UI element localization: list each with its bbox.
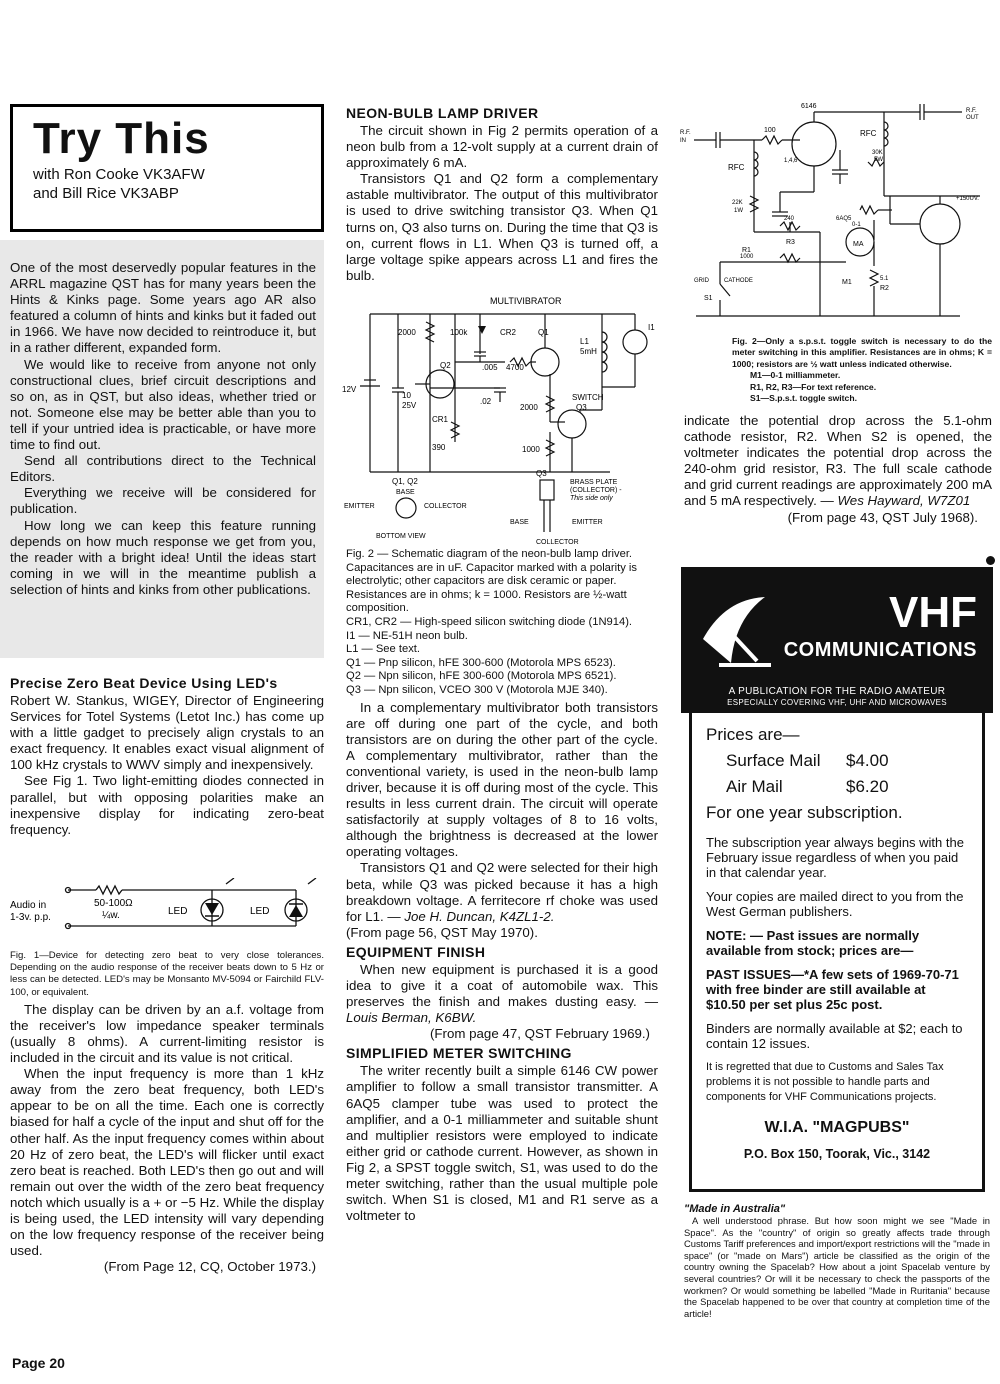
vhf-surface: Surface Mail [726,751,821,770]
fig3-caption-2: R1, R2, R3—For text reference. [750,381,877,392]
fig1-led-circuit [6,878,324,944]
fig3-r30w: 5W [874,157,883,163]
fig3-hv: +150UV. [956,196,979,202]
fig2-c25: 25V [402,401,417,410]
fig2-c005: .005 [482,363,498,372]
vhf-year: For one year subscription. [706,803,903,822]
vhf-air-price: $6.20 [846,777,889,796]
fig2-r1000: 1000 [522,445,540,454]
fig3-r2: R2 [880,285,889,292]
zero-beat-article [10,672,324,838]
neon-p2: Transistors Q1 and Q2 form a complementary astable multivibrator. The output of this multivibrator is used to drive switching transistor Q3. When Q1 turns on, Q3 also turns on. During the time that Q3 is on, current flows in L1. When Q3 is turned off, a large voltage spike appears across L1 and fires the bulb. [346,171,658,283]
vhf-note: NOTE: — Past issues are normally available from stock; prices are— [706,928,920,958]
fig2-r390: 390 [432,443,446,452]
zero-beat-p1: Robert W. Stankus, WIGEY, Director of Engineering Services for Totel Systems (Letot Inc.) has come up with a little gadget to precisely align crystals to an exact frequency. It enables exact visual alignment of 100 kHz crystals to WWV simply and inexpensively. [10,693,324,773]
vhf-subtitle: COMMUNICATIONS [783,639,977,661]
vhf-ad-header [681,567,993,683]
neon-author: Joe H. Duncan, K4ZL1-2. [404,908,555,924]
vhf-air: Air Mail [726,777,783,796]
fig2-part-4: Q2 — Npn silicon, hFE 300-600 (Motorola MPS 6521). [346,670,617,683]
finish-heading: EQUIPMENT FINISH [346,943,486,960]
vhf-past: PAST ISSUES—*A few sets of 1969-70-71 with free binder are still available at $10.50 per set plus 25c post. [706,967,959,1012]
fig3-out: OUT [966,115,979,121]
end-mark-dot [986,556,995,565]
meter-source: (From page 43, QST July 1968). [787,509,978,525]
fig2-l1: L1 [580,337,589,346]
meter-cont [684,413,992,526]
finish-p1-block: When new equipment is purchased it is a good idea to give it a coat of automobile wax. This preserves the finish and makes dusting easy. — Louis Berman, K6BW. [346,961,658,1026]
neon-p1: The circuit shown in Fig 2 permits operation of a neon bulb from a 12-volt supply at a current drain of approximately 6 mA. [346,123,658,171]
fig3-m1: M1 [842,279,852,286]
fig3-r1000: 1000 [740,254,754,260]
vhf-ad-band [681,683,993,713]
page-number: Page 20 [12,1355,65,1371]
fig3-r1: R1 [742,247,751,254]
finish-source: (From page 47, QST February 1969.) [430,1026,650,1042]
neon-article [346,102,658,284]
fig3-rf-out: R.F. [966,108,977,114]
fig2-12v: 12V [342,385,357,394]
zero-beat-source: (From Page 12, CQ, October 1973.) [103,1259,316,1275]
fig3-r3: R3 [786,239,795,246]
vhf-title: VHF [889,588,977,637]
vhf-binders: Binders are normally available at $2; each to contain 12 issues. [706,1021,963,1051]
fig3-r22k: 22K [732,200,743,206]
vhf-ad-body [689,712,985,1192]
zero-beat-heading: Precise Zero Beat Device Using LED's [10,675,278,691]
vhf-prices: Prices are— [706,725,800,744]
fig2-q2: Q2 [440,361,451,370]
made-in-australia [684,1203,990,1319]
neon-p3: In a complementary multivibrator both transistors are off during one part of the cycle, and both transistors are on during the other part of the cycle. A complementary multivibrator, rather than the conventional variety, is used in the neon-bulb lamp driver, because it is off during most of the cycle. This results in less current drain. The circuit will operate satisfactorily at supply voltages of 8 to 16 volts, although the brightness is decreased at the lower operating voltages. [346,699,658,860]
intro-p3: Send all contributions direct to the Technical Editors. [10,453,316,485]
fig2-brass: BRASS PLATE [570,479,618,486]
fig3-caption-0: Fig. 2—Only a s.p.s.t. toggle switch is necessary to do the meter switching in this amplifier. Resistances are in ohms; K = 1000; resistors are ½ watt unless indicated otherwise. [732,336,992,369]
fig3-rfc: RFC [728,163,745,172]
fig3-tube1: 6146 [801,103,817,110]
fig1-range: 1-3v. p.p. [10,912,51,923]
fig2-part-1: I1 — NE-51H neon bulb. [346,629,468,642]
zero-beat-cont [10,950,324,1275]
intro-p4: Everything we receive will be considered for publication. [10,485,316,517]
fig2-switch: SWITCH [572,393,604,402]
fig2-r2000b: 2000 [520,403,538,412]
fig3-r22w: 1W [734,208,743,214]
fig3-rf-in: R.F. [680,130,691,136]
fig3-r100: 100 [764,127,776,134]
finish-author: Louis Berman, K6BW. [346,1010,477,1026]
fig3-meter01: 0-1 [852,222,861,228]
neon-cont [346,548,658,1224]
vhf-surface-row [706,748,968,774]
vhf-surface-price: $4.00 [846,751,889,770]
fig1-audio-in: Audio in [10,900,47,911]
neon-heading: NEON-BULB LAMP DRIVER [346,105,539,121]
fig2-cr2: CR2 [500,328,517,337]
fig2-neon-schematic [340,292,662,546]
fig2-collector2: COLLECTOR [536,539,579,546]
fig3-ma: MA [853,241,864,248]
fig3-r51: 5.1 [880,276,889,282]
zero-beat-p4: When the input frequency is more than 1 kHz away from the zero beat frequency, both LED's appear to be on all the time. Each one is correctly biased for half a cycle of the input and shut off for the other half. As the input frequency comes within about 20 Hz of zero beat, the LED's will flicker until exact zero beat is reached. Both LED's then go out and will remain out over the width of the zero beat frequency notch which usually is a + or −5 Hz. While the display is being used, the LED intensity will vary depending on the low frequency response of the receiver being used. [10,1066,324,1259]
fig2-part-3: Q1 — Pnp silicon, hFE 300-600 (Motorola MPS 6523). [346,656,616,669]
vhf-p1: The subscription year always begins with the February issue regardless of when you paid in that calendar year. [706,835,964,880]
fig3-in: IN [680,138,686,144]
fig2-q3b: Q3 [536,469,547,478]
fig3-caption-1: M1—0-1 milliammeter. [750,370,841,381]
fig2-c10: 10 [402,391,411,400]
intro-p2: We would like to receive from anyone not only constructional clues, brief circuit descriptions and so on, as in QST, but also ideas, whether tried or not. Someone else may be better able than you to tell if your untried idea is practicable, or have more time to find out. [10,356,316,453]
vhf-customs: It is regretted that due to Customs and Sales Tax problems it is not possible to handle parts and components for VHF Communications projects. [706,1061,944,1103]
fig2-meter-schematic [680,100,998,332]
fig3-r30k: 30K [872,150,883,156]
fig1-resistor: 50-100Ω [94,898,133,909]
meter-author: Wes Hayward, W7Z01 [837,493,971,509]
finish-p1: When new equipment is purchased it is a good idea to give it a coat of automobile wax. This preserves the finish and makes dusting easy. [346,961,658,1010]
fig2-emitter: EMITTER [344,503,375,510]
fig2-part-0: CR1, CR2 — High-speed silicon switching diode (1N914). [346,615,633,628]
made-in-heading: "Made in Australia" [684,1203,786,1215]
fig2-brass3: This side only [570,495,613,502]
fig3-tube2: 6AQ5 [836,216,852,222]
vhf-p2: Your copies are mailed direct to you from the West German publishers. [706,889,964,919]
byline-1: with Ron Cooke VK3AFW [33,166,205,183]
fig2-part-5: Q3 — Npn silicon, VCEO 300 V (Motorola MJE 340). [346,683,608,696]
zero-beat-p2: See Fig 1. Two light-emitting diodes connected in parallel, but with opposing polarities make an inexpensive display for indicating zero-beat frequency. [10,773,324,837]
fig2-multivibrator: MULTIVIBRATOR [490,296,562,306]
vhf-band-1: A PUBLICATION FOR THE RADIO AMATEUR [728,686,946,697]
fig2-brass2: (COLLECTOR) - [570,487,622,494]
fig1-led2: LED [250,906,270,917]
zero-beat-p3: The display can be driven by an a.f. voltage from the receiver's low impedance speaker terminals (usually 8 ohms). A current-limiting resistor is included in the circuit and its value is not critical. [10,1001,324,1066]
fig2-cr1: CR1 [432,415,449,424]
fig2-r4700: 4700 [506,363,524,372]
fig3-rfc2: RFC [860,129,877,138]
fig3-cathode: CATHODE [724,278,753,284]
try-this-title: Try This [33,114,210,163]
meter-p2-block: indicate the potential drop across the 5.1-ohm cathode resistor, R2. When S2 is opened, the voltmeter indicates the potential drop across the 240-ohm grid resistor, R3. The full scale cathode and grid current readings are approximately 200 mA and 5 mA respectively. — Wes Hayward, W7Z01 [684,413,992,509]
intro-panel [0,240,324,658]
vhf-band-2: ESPECIALLY COVERING VHF, UHF AND MICROWAVES [727,698,947,707]
fig2-c02: .02 [480,397,492,406]
meter-p2: indicate the potential drop across the 5.1-ohm cathode resistor, R2. When S2 is opened, the voltmeter indicates the potential drop across the 240-ohm grid resistor, R3. The full scale cathode and grid current readings are approximately 200 mA and 5 mA respectively. [684,413,992,509]
meter-p1: The writer recently built a simple 6146 CW power amplifier to follow a small transistor transmitter. A 6AQ5 clamper tube was used to protect the amplifier, and a 0-1 milliammeter and suitable shunt and multiplier resistors were employed to indicate either grid or cathode current. However, as shown in Fig 2, a SPST toggle switch, S1, was used to do the meter switching, rather than the usual multiple pole switch. When S1 is closed, M1 and R1 serve as a voltmeter to [346,1063,658,1224]
vhf-air-row [706,774,968,800]
fig3-caption-block [732,336,992,404]
fig2-r2000: 2000 [398,328,416,337]
fig1-watt: ¼w. [102,910,120,921]
vhf-wia: W.I.A. "MAGPUBS" [764,1119,910,1136]
fig2-i1: I1 [648,323,655,332]
neon-p4-block: Transistors Q1 and Q2 were selected for their high beta, while Q3 was picked because it has a high breakdown voltage. A ferritecore rf choke was used for L1. — Joe H. Duncan, K4ZL1-2. [346,860,658,924]
intro-p1: One of the most deservedly popular features in the ARRL magazine QST has for many years been the Hints & Kinks page. Some years ago AR also featured a column of hints and kinks but it faded out in 1966. We have now decided to reintroduce it, but in a rather different, expanded form. [10,260,316,356]
fig2-base: BASE [396,489,415,496]
fig3-pins: 1,4,6 [784,158,798,164]
fig2-caption: Fig. 2 — Schematic diagram of the neon-bulb lamp driver. Capacitances are in uF. Capacitor marked with a polarity is electrolytic; other capacitors are disk ceramic or paper. Resistances are in ohms; k = 1000. Resistors are ½-watt composition. [346,548,638,615]
fig2-r100k: 100k [450,328,468,337]
fig3-r240: 240 [784,216,795,222]
byline-2: and Bill Rice VK3ABP [33,185,179,202]
meter-heading: SIMPLIFIED METER SWITCHING [346,1045,572,1062]
fig1-led1: LED [168,906,188,917]
fig1-caption: Fig. 1—Device for detecting zero beat to very close tolerances. Depending on the audio response of the receiver beats down to 5 Hz or less can be detected. LED's may be Monsanto MV-5094 or Fairchild FLV-100, or equivalent. [10,950,324,998]
try-this-box [10,104,324,232]
fig2-bottom-view: BOTTOM VIEW [376,533,426,540]
fig3-caption-3: S1—S.p.s.t. toggle switch. [750,393,857,404]
neon-source: (From page 56, QST May 1970). [346,924,538,940]
satellite-dish-icon [695,589,775,669]
fig2-q1q2: Q1, Q2 [392,477,418,486]
intro-p5: How long we can keep this feature running depends on how much response we get from you, the reader with a bright idea! Until the ideas start coming in we will in the meantime publish a selection of hints and kinks from other publications. [10,517,316,597]
fig2-l1v: 5mH [580,347,597,356]
made-in-text: A well understood phrase. But how soon might we see "Made in Space". As the "country" of origin so greatly affects trade through Customs Tariff preferences and import/export restrictions will the "made in space" (or "made on Mars") article be classified as the origin of the country owning the Spacelab? How about a joint Spacelab venture by several countries? Or will it be necessary to check the passports of the workmen? Or would something be labelled "Made in Ruritania" because the Spacelab happened to be over that country at completion time of the article! [684,1215,990,1319]
fig2-q1: Q1 [538,328,549,337]
fig3-s1: S1 [704,295,713,302]
fig2-base2: BASE [510,519,529,526]
fig2-q3: Q3 [576,403,587,412]
fig2-emitter2: EMITTER [572,519,603,526]
neon-p4: Transistors Q1 and Q2 were selected for their high beta, while Q3 was picked because it has a high breakdown voltage. A ferritecore rf choke was used for L1. [346,860,658,924]
vhf-address: P.O. Box 150, Toorak, Vic., 3142 [743,1147,931,1161]
fig3-grid: GRID [694,278,709,284]
fig2-part-2: L1 — See text. [346,643,421,656]
fig2-collector: COLLECTOR [424,503,467,510]
